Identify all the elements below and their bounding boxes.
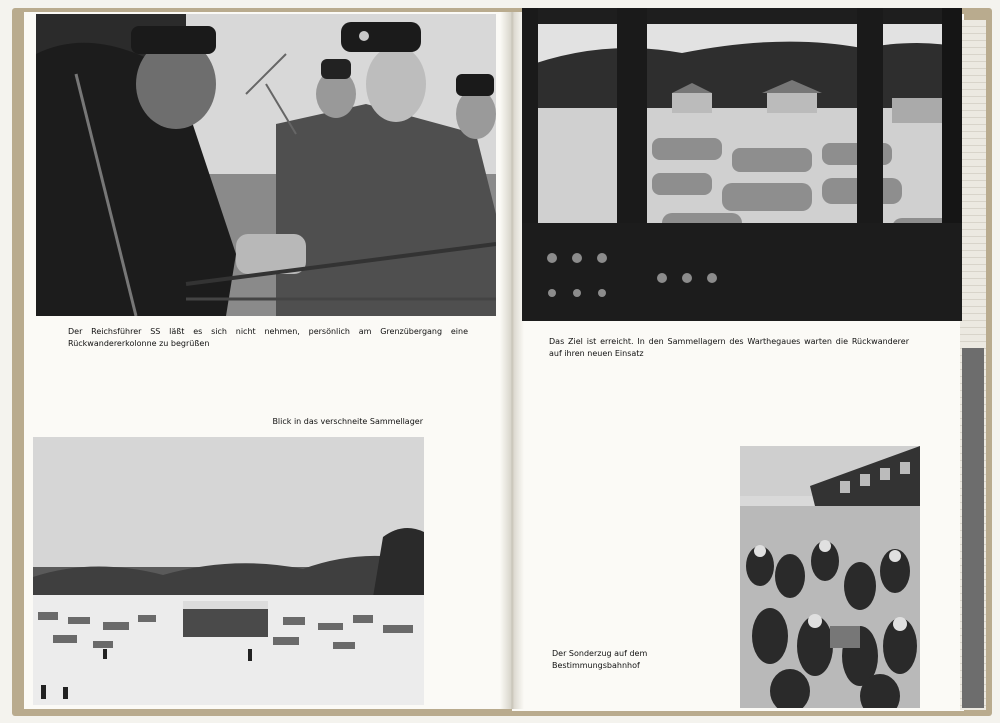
caption-sammellager-view: Blick in das verschneite Sammellager: [272, 417, 423, 426]
caption-sonderzug: Der Sonderzug auf dem Bestimmungsbahnhof: [552, 649, 648, 670]
train-crowd-photo: [740, 446, 920, 708]
caption-ziel-erreicht: Das Ziel ist erreicht. In den Sammellagern des Warthegaues warten die Rückwanderer auf ihren neuen Einsatz: [549, 337, 909, 358]
caption-reichsfuehrer: Der Reichsführer SS läßt es sich nicht nehmen, persönlich am Grenzübergang eine Rückwandererkolonne zu begrüßen: [68, 327, 468, 348]
snowy-camp-photo: [33, 437, 424, 705]
veranda-camp-photo: [522, 8, 962, 321]
handshake-photo: [36, 14, 496, 316]
edge-photo-sliver: [962, 348, 984, 708]
book-gutter: [500, 12, 524, 709]
